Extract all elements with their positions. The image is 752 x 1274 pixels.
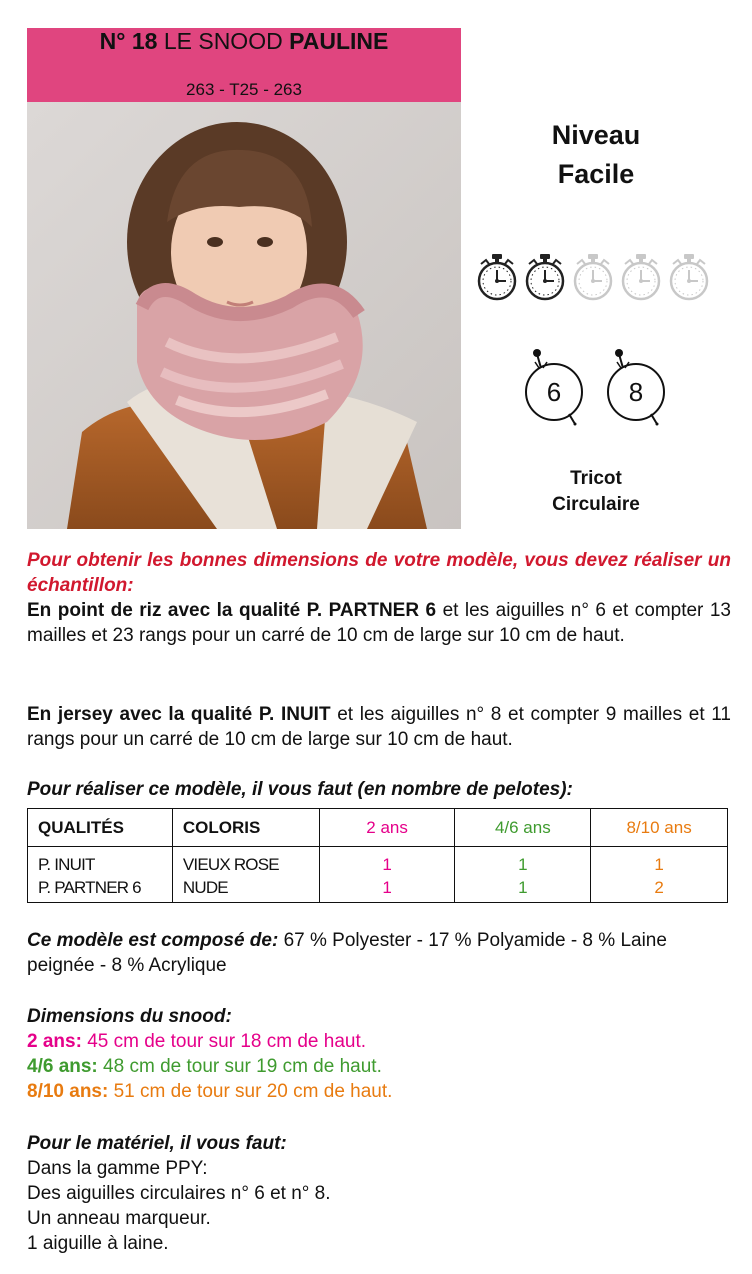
gauge-p2-bold: En jersey avec la qualité P. INUIT [27,704,331,725]
cell-size-2: 1 1 [319,847,455,903]
dimension-size-2-text: 45 cm de tour sur 18 cm de haut. [81,1031,367,1052]
needle-size-6: 6 [546,377,562,407]
needle-size-icon [525,348,587,426]
materials-heading: Pour réaliser ce modèle, il vous faut (en nombre de pelotes): [27,779,573,800]
dimension-size-4-6-label: 4/6 ans: [27,1056,98,1077]
equipment-section [27,1131,731,1256]
needle-sizes [525,348,675,428]
level-value: Facile [557,159,635,189]
pattern-title-name: PAULINE [289,28,389,54]
table-header-row [28,809,728,847]
pattern-title [27,28,461,54]
gauge-p1-text: et les aiguilles n° 6 et compter 13 mailles et 23 rangs pour un carré de 10 cm de large sur 10 cm de haut. [27,600,731,646]
pattern-number: N° 18 [99,28,158,54]
child-with-snood-illustration [27,102,461,529]
equipment-line: 1 aiguille à laine. [27,1233,169,1254]
gauge-intro: Pour obtenir les bonnes dimensions de votre modèle, vous devez réaliser un échantillon: [27,550,731,596]
technique-line-1: Tricot [570,468,622,489]
gauge-paragraph-2 [27,702,731,752]
dimension-size-4-6 [27,1054,731,1079]
composition-label: Ce modèle est composé de: [27,930,279,951]
dimensions-section [27,1004,731,1104]
cell-colors: VIEUX ROSE NUDE [172,847,319,903]
composition-text: 67 % Polyester - 17 % Polyamide - 8 % Laine peignée - 8 % Acrylique [27,930,667,976]
col-size-2: 2 ans [319,809,455,847]
stopwatch-icon-filled [524,252,566,302]
model-photo [27,102,461,529]
gauge-section [27,548,731,648]
dimension-size-4-6-text: 48 cm de tour sur 19 cm de haut. [97,1056,382,1077]
cell-qualities: P. INUIT P. PARTNER 6 [28,847,173,903]
dimension-size-8-10 [27,1079,731,1104]
equipment-line: Un anneau marqueur. [27,1208,211,1229]
materials-table [27,808,728,903]
needle-size-icon [607,348,669,426]
pattern-reference: 263 - T25 - 263 [186,80,302,99]
col-size-4-6: 4/6 ans [455,809,591,847]
stopwatch-icon-empty [572,252,614,302]
difficulty-level [480,116,712,194]
col-quality: QUALITÉS [28,809,173,847]
col-size-8-10: 8/10 ans [591,809,728,847]
dimension-size-8-10-text: 51 cm de tour sur 20 cm de haut. [108,1081,393,1102]
stopwatch-icon-empty [668,252,710,302]
equipment-heading: Pour le matériel, il vous faut: [27,1133,287,1154]
cell-size-8-10: 1 2 [591,847,728,903]
gauge-p1-bold: En point de riz avec la qualité P. PARTNER 6 [27,600,437,621]
pattern-title-light: LE SNOOD [163,28,283,54]
composition [27,928,731,978]
dimensions-heading: Dimensions du snood: [27,1006,232,1027]
title-banner [27,28,461,102]
equipment-line: Des aiguilles circulaires n° 6 et n° 8. [27,1183,331,1204]
table-row [28,847,728,903]
technique-line-2: Circulaire [552,494,640,515]
gauge-paragraph-1 [27,598,731,648]
technique [480,466,712,518]
equipment-line: Dans la gamme PPY: [27,1158,208,1179]
gauge-p2-text: et les aiguilles n° 8 et compter 9 mailles et 11 rangs pour un carré de 10 cm de large sur 10 cm de haut. [27,704,731,750]
level-label: Niveau [551,120,641,150]
col-color: COLORIS [172,809,319,847]
difficulty-rating [476,252,716,302]
stopwatch-icon-empty [620,252,662,302]
dimension-size-8-10-label: 8/10 ans: [27,1081,109,1102]
needle-size-8: 8 [628,377,644,407]
dimension-size-2 [27,1029,731,1054]
cell-size-4-6: 1 1 [455,847,591,903]
stopwatch-icon-filled [476,252,518,302]
dimension-size-2-label: 2 ans: [27,1031,82,1052]
